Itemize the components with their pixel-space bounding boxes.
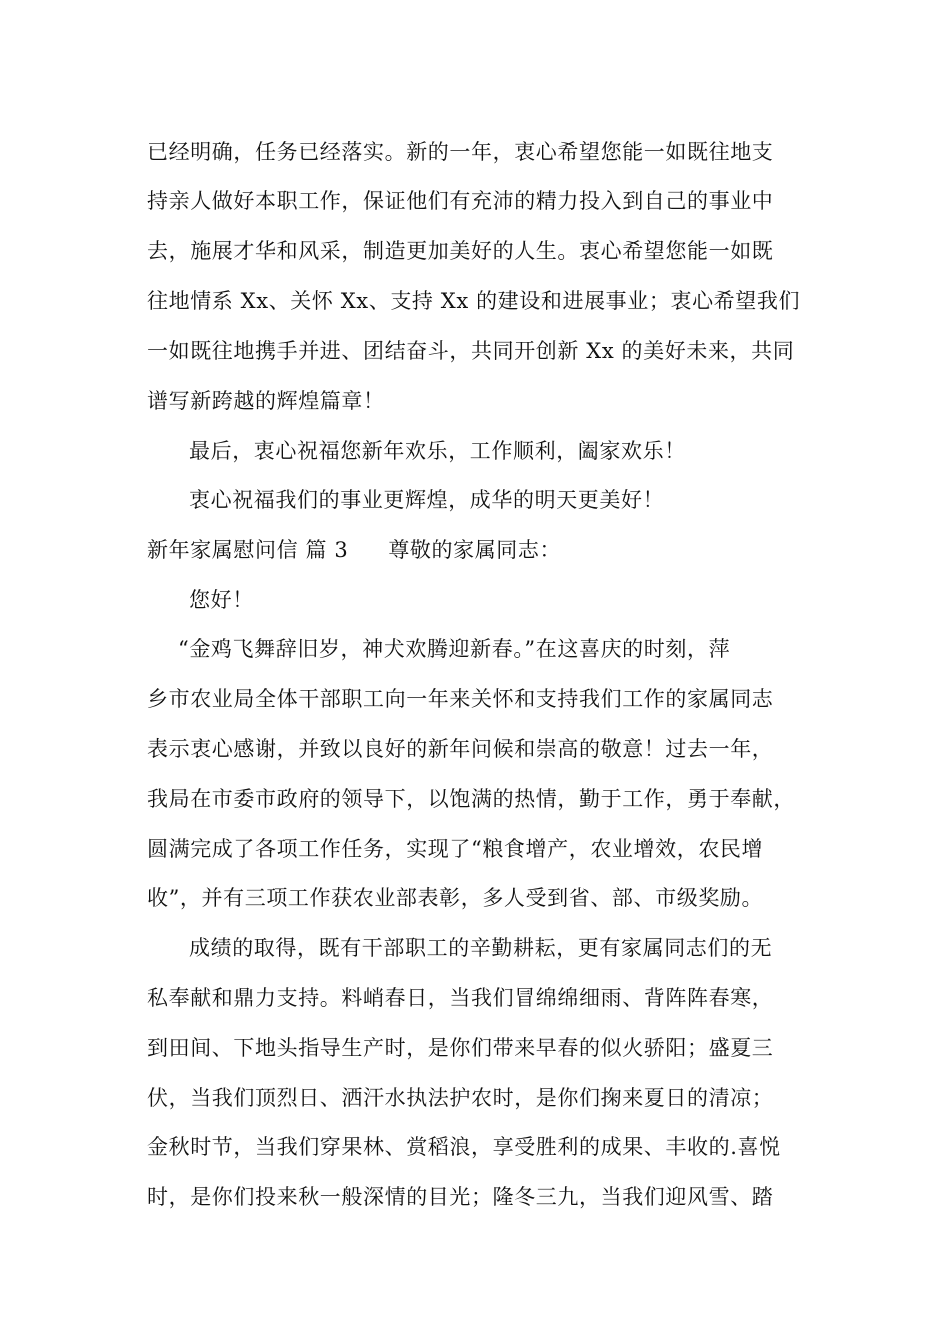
paragraph-1-line-4: 往地情系 Xx、关怀 Xx、支持 Xx 的建设和进展事业；衷心希望我们 (147, 289, 801, 313)
paragraph-2-line-2: 乡市农业局全体干部职工向一年来关怀和支持我们工作的家属同志 (147, 687, 774, 711)
paragraph-2-line-1: “金鸡飞舞辞旧岁，神犬欢腾迎新春。”在这喜庆的时刻，萍 (178, 637, 731, 661)
paragraph-2-line-4: 我局在市委市政府的领导下，以饱满的热情，勤于工作，勇于奉献， (147, 787, 795, 811)
greeting: 您好！ (189, 588, 254, 612)
paragraph-3-line-5: 金秋时节，当我们穿果林、赏稻浪，享受胜利的成果、丰收的.喜悦 (147, 1135, 781, 1159)
paragraph-2-line-6: 收”，并有三项工作获农业部表彰，多人受到省、部、市级奖励。 (147, 886, 764, 910)
paragraph-2-line-5: 圆满完成了各项工作任务，实现了“粮食增产，农业增效，农民增 (147, 837, 764, 861)
salutation: 尊敬的家属同志： (388, 538, 562, 562)
paragraph-1-line-2: 持亲人做好本职工作，保证他们有充沛的精力投入到自己的事业中 (147, 189, 774, 213)
paragraph-3-line-6: 时，是你们投来秋一般深情的目光；隆冬三九，当我们迎风雪、踏 (147, 1185, 774, 1209)
paragraph-2-line-3: 表示衷心感谢，并致以良好的新年问候和崇高的敬意！过去一年， (147, 737, 774, 761)
letter-heading (147, 535, 561, 565)
paragraph-1-line-6: 谱写新跨越的辉煌篇章！ (147, 389, 385, 413)
paragraph-3-line-1: 成绩的取得，既有干部职工的辛勤耕耘，更有家属同志们的无 (189, 936, 773, 960)
paragraph-3-line-4: 伏，当我们顶烈日、洒汗水执法护农时，是你们掬来夏日的清凉； (147, 1086, 774, 1110)
paragraph-1-line-3: 去，施展才华和风采，制造更加美好的人生。衷心希望您能一如既 (147, 239, 774, 263)
paragraph-1-line-5: 一如既往地携手并进、团结奋斗，共同开创新 Xx 的美好未来，共同 (147, 339, 795, 363)
paragraph-3-line-3: 到田间、下地头指导生产时，是你们带来早春的似火骄阳；盛夏三 (147, 1036, 774, 1060)
closing-line-2: 衷心祝福我们的事业更辉煌，成华的明天更美好！ (189, 488, 665, 512)
paragraph-3-line-2: 私奉献和鼎力支持。料峭春日，当我们冒绵绵细雨、背阵阵春寒， (147, 986, 774, 1010)
letter-title: 新年家属慰问信 篇 3 (147, 538, 349, 562)
paragraph-1-line-1: 已经明确，任务已经落实。新的一年，衷心希望您能一如既往地支 (147, 140, 774, 164)
closing-line-1: 最后，衷心祝福您新年欢乐，工作顺利，阖家欢乐！ (189, 439, 686, 463)
